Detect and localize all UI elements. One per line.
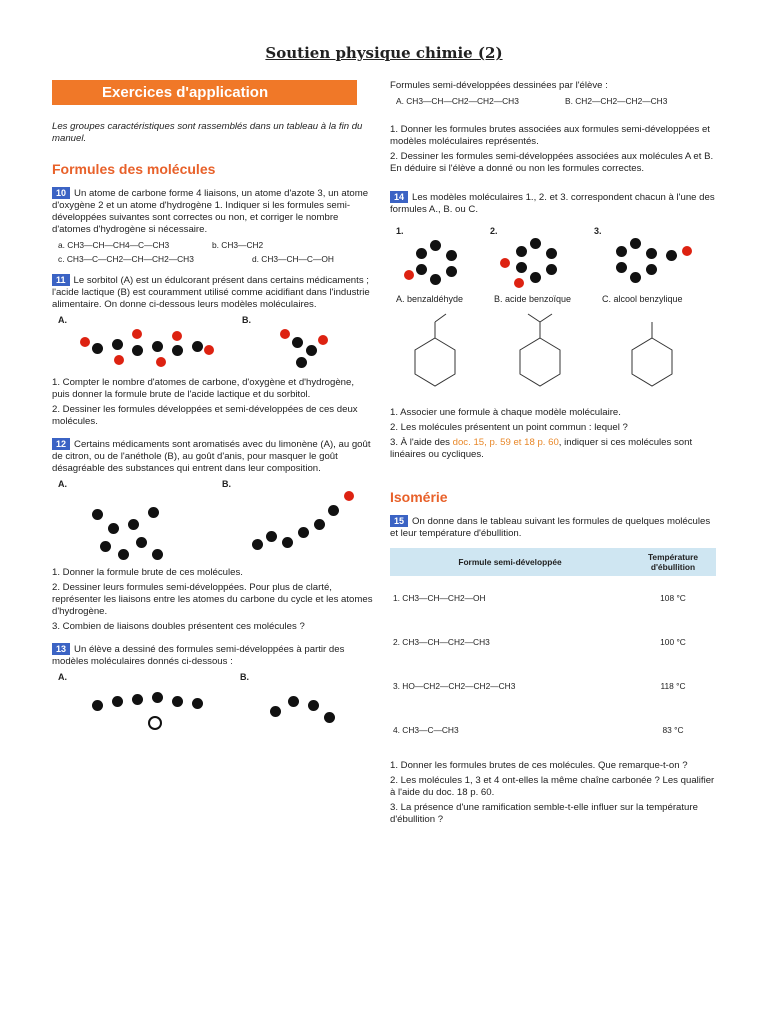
name-a: A. benzaldéhyde	[396, 294, 464, 304]
model-label-1: 1.	[396, 226, 404, 236]
exercise-text: Les modèles moléculaires 1., 2. et 3. correspondent chacun à l'une des formules A., B. ou C.	[390, 192, 715, 215]
question-1: 1. Compter le nombre d'atomes de carbone, d'oxygène et d'hydrogène, puis donner la formule brute de l'acide lactique et du sorbitol.	[52, 377, 355, 400]
question-2: 2. Les molécules 1, 3 et 4 ont-elles la même chaîne carbonée ? Les qualifier à l'aide du doc. 18 p. 60.	[390, 775, 715, 798]
model-label-3: 3.	[594, 226, 602, 236]
exercises-banner: Exercices d'application	[52, 80, 357, 105]
formula-c: c. CH3—C—CH2—CH—CH2—CH3	[58, 254, 194, 264]
right-column	[390, 80, 716, 826]
question-3: 3. La présence d'une ramification semble-t-elle influer sur la température d'ébullition ?	[390, 802, 698, 825]
question-2: 2. Les molécules présentent un point commun : lequel ?	[390, 422, 628, 433]
exercise-13-continued	[390, 80, 716, 175]
question-3-start: 3. À l'aide des	[390, 437, 453, 448]
exercise-number: 12	[52, 438, 70, 450]
model-label-b: B.	[240, 672, 249, 682]
page-title: Soutien physique chimie (2)	[265, 44, 503, 62]
model-label-2: 2.	[490, 226, 498, 236]
temperature-cell: 100 °C	[660, 637, 686, 647]
question-3	[390, 437, 716, 461]
model-label-b: B.	[222, 479, 231, 489]
model-label-a: A.	[58, 479, 67, 489]
temperature-cell: 83 °C	[662, 725, 684, 735]
column-header-formula: Formule semi-développée	[390, 548, 630, 576]
exercise-number: 11	[52, 274, 70, 286]
question-2: 2. Dessiner les formules développées et semi-développées de ces deux molécules.	[52, 404, 358, 427]
doc-reference-link[interactable]: doc. 15, p. 59 et 18 p. 60	[452, 437, 559, 448]
student-formula-a: A. CH3—CH—CH2—CH2—CH3	[396, 96, 519, 106]
intro-text: Les groupes caractéristiques sont rassemblés dans un tableau à la fin du manuel.	[52, 121, 363, 144]
formula-d: d. CH3—CH—C—OH	[252, 254, 334, 264]
table-row	[390, 664, 716, 708]
formula-b: b. CH3—CH2	[212, 240, 264, 250]
exercise-text: Un atome de carbone forme 4 liaisons, un atome d'azote 3, un atome d'oxygène 2 et un atome d'hydrogène 1. Indiquer si les formules semi-développées suivantes sont correctes ou non, et corriger le nombre d'atomes d'hydrogène si nécessaire.	[52, 188, 369, 235]
structural-formulas-14	[390, 294, 716, 404]
exercise-15	[390, 515, 716, 826]
table-row	[390, 620, 716, 664]
model-label-a: A.	[58, 672, 67, 682]
question-3-end: , indiquer si ces molécules sont linéaires ou cycliques.	[390, 437, 693, 460]
benzene-rings-drawing	[390, 308, 716, 404]
exercise-text: Formules semi-développées dessinées par l'élève :	[390, 80, 608, 91]
boiling-point-table	[390, 548, 716, 752]
exercise-text: On donne dans le tableau suivant les formules de quelques molécules et leur température d'ébullition.	[390, 516, 711, 539]
exercise-10	[52, 187, 374, 264]
left-column	[52, 80, 374, 746]
name-c: C. alcool benzylique	[602, 294, 683, 304]
question-1: 1. Donner les formules brutes associées aux formules semi-développées et modèles moléculaires représentés.	[390, 124, 710, 147]
model-label-a: A.	[58, 315, 67, 325]
molecule-models-13	[52, 672, 374, 742]
formula-a: a. CH3—CH—CH4—C—CH3	[58, 240, 170, 250]
formula-cell: 2. CH3—CH—CH2—CH3	[393, 637, 490, 647]
question-2: 2. Dessiner les formules semi-développées associées aux molécules A et B. En déduire si l'élève a donné ou non les formules correctes.	[390, 151, 714, 174]
formula-cell: 3. HO—CH2—CH2—CH2—CH3	[393, 681, 516, 691]
question-1: 1. Donner les formules brutes de ces molécules. Que remarque-t-on ?	[390, 760, 688, 771]
model-label-b: B.	[242, 315, 251, 325]
exercise-number: 15	[390, 515, 408, 527]
temperature-cell: 108 °C	[660, 593, 686, 603]
formula-cell: 4. CH3—C—CH3	[393, 725, 459, 735]
molecule-models-14	[390, 220, 716, 290]
exercise-text: Un élève a dessiné des formules semi-développées à partir des modèles moléculaires donnés ci-dessous :	[52, 644, 345, 667]
formula-cell: 1. CH3—CH—CH2—OH	[393, 593, 486, 603]
exercise-12	[52, 438, 374, 633]
exercise-11	[52, 274, 374, 428]
exercise-text: Le sorbitol (A) est un édulcorant présent dans certains médicaments ; l'acide lactique (B) est couramment utilisé comme acidifiant dans l'industrie alimentaire. On donne ci-dessous leurs modèles moléculaires.	[52, 275, 370, 310]
question-2: 2. Dessiner leurs formules semi-développées. Pour plus de clarté, représenter les liaisons entre les atomes du carbone du cycle et les atomes d'hydrogène.	[52, 582, 373, 617]
column-header-temperature: Température d'ébullition	[630, 548, 716, 576]
section-heading-formulas: Formules des molécules	[52, 161, 216, 177]
exercise-text: Certains médicaments sont aromatisés avec du limonène (A), au goût de citron, ou de l'anéthole (B), au goût d'anis, pour masquer le goût désagréable des substances qui entrent dans leur composition.	[52, 439, 371, 474]
exercise-14	[390, 191, 716, 461]
temperature-cell: 118 °C	[660, 681, 686, 691]
question-1: 1. Associer une formule à chaque modèle moléculaire.	[390, 407, 621, 418]
student-formula-b: B. CH2—CH2—CH2—CH3	[565, 96, 668, 106]
table-row	[390, 576, 716, 620]
name-b: B. acide benzoïque	[494, 294, 572, 304]
exercise-number: 14	[390, 191, 408, 203]
question-1: 1. Donner la formule brute de ces molécules.	[52, 567, 243, 578]
section-heading-isomerism: Isomérie	[390, 489, 448, 505]
question-3: 3. Combien de liaisons doubles présentent ces molécules ?	[52, 621, 305, 632]
molecule-models-12	[52, 479, 374, 563]
exercise-number: 10	[52, 187, 70, 199]
exercise-number: 13	[52, 643, 70, 655]
table-row	[390, 708, 716, 752]
molecule-models-11	[52, 315, 374, 373]
exercise-13	[52, 643, 374, 742]
